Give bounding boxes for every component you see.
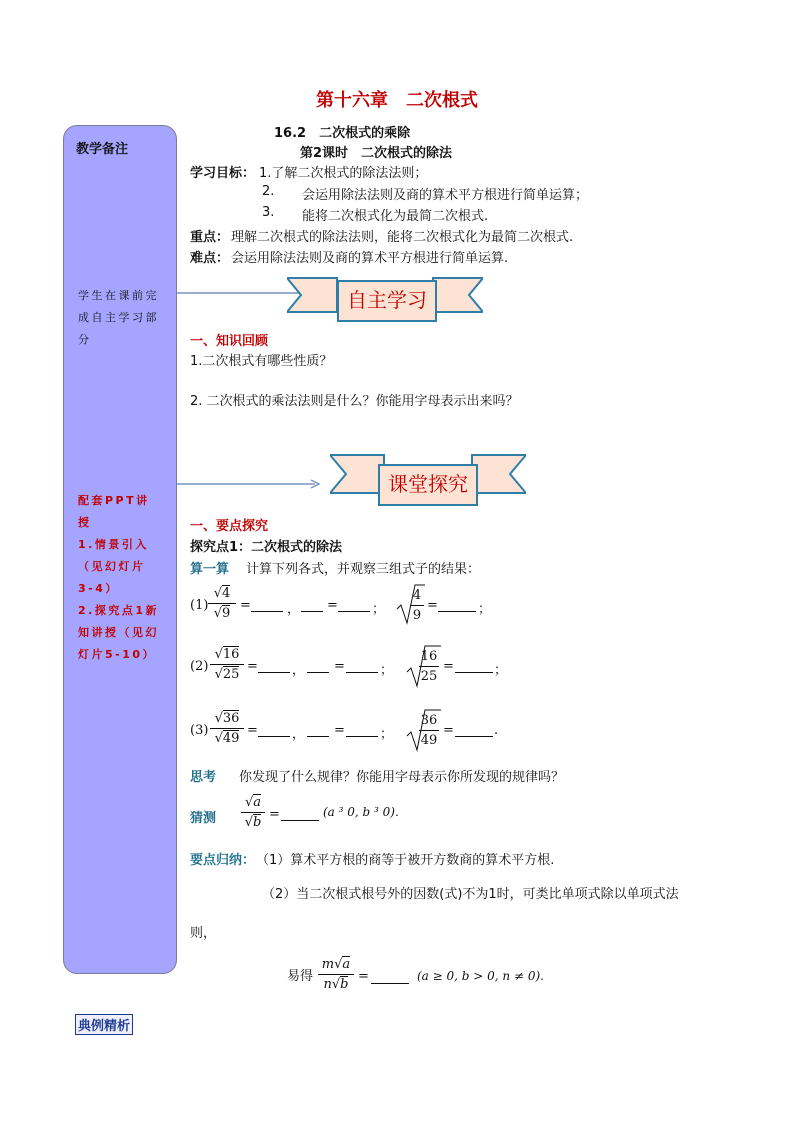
calc-instruction: 计算下列各式，并观察三组式子的结果：: [246, 562, 481, 577]
goals-label: 学习目标：: [190, 166, 256, 181]
row-3-combined-fraction: [419, 712, 439, 749]
goal-1: 1.了解二次根式的除法法则；: [259, 166, 428, 181]
review-question-2: 2. 二次根式的乘法法则是什么？你能用字母表示出来吗？: [190, 394, 519, 409]
row-2-combined-num: 16: [420, 649, 438, 664]
row-1-fraction: √4 √9: [208, 585, 236, 622]
row-2-index: (2): [190, 659, 209, 674]
row-3-fraction: √36 √49: [210, 710, 244, 747]
chapter-title: 第十六章 二次根式: [316, 90, 478, 111]
key-point-text: 理解二次根式的除法法则，能将二次根式化为最简二次根式.: [231, 230, 574, 245]
row-1-combined-fraction: [410, 587, 424, 624]
arrow-icon: [175, 477, 325, 491]
calc-label: 算一算: [190, 562, 230, 577]
row-1-den: 9: [222, 606, 231, 621]
easy-fraction: m√a n√b: [318, 956, 354, 993]
row-2-combined-fraction: [419, 648, 439, 685]
summary-1: （1）算术平方根的商等于被开方数商的算术平方根.: [256, 853, 555, 868]
difficulty-label: 难点：: [190, 251, 230, 266]
guess-fraction: √a √b: [241, 794, 265, 831]
sidebar-note-ppt: [78, 490, 162, 666]
guess-condition: (a ³ 0, b ³ 0).: [323, 805, 399, 819]
summary-2: （2）当二次根式根号外的因数(式)不为1时，可类比单项式除以单项式法: [262, 887, 679, 902]
row-3-index: (3): [190, 723, 209, 738]
goal-2: 会运用除法法则及商的算术平方根进行简单运算；: [302, 188, 589, 203]
row-2-fraction: √16 √25: [210, 646, 244, 683]
section-title: 16.2 二次根式的乘除: [274, 126, 411, 141]
think-label: 思考: [190, 770, 217, 785]
explore-heading: 一、要点探究: [190, 519, 269, 534]
row-1-combined-den: 9: [412, 608, 422, 623]
row-1-num: 4: [222, 586, 231, 601]
ppt-note-text: 配套PPT讲授 1.情景引入（见幻灯片3-4） 2.探究点1新知讲授（见幻灯片5-10）: [78, 494, 159, 661]
difficulty-text: 会运用除法法则及商的算术平方根进行简单运算.: [231, 251, 509, 266]
row-2-combined-den: 25: [420, 669, 438, 684]
row-1-combined-num: 4: [412, 588, 422, 603]
banner-class-explore: 课堂探究: [378, 464, 478, 506]
row-2-num: 16: [222, 647, 240, 662]
row-3-num: 36: [222, 711, 240, 726]
easy-label: 易得: [287, 969, 314, 984]
banner-self-study: 自主学习: [337, 280, 437, 322]
review-question-1: 1.二次根式有哪些性质？: [190, 354, 333, 369]
goal-3: 能将二次根式化为最简二次根式.: [302, 209, 489, 224]
goal-2-index: 2.: [262, 184, 275, 199]
summary-label: 要点归纳：: [190, 853, 256, 868]
row-3-den: 49: [222, 731, 240, 746]
sidebar-note-self-study: 学生在课前完成自主学习部分: [78, 289, 159, 346]
lesson-title: 第2课时 二次根式的除法: [300, 146, 453, 161]
review-heading: 一、知识回顾: [190, 334, 269, 349]
sidebar-title: 教学备注: [76, 142, 129, 157]
think-text: 你发现了什么规律？你能用字母表示你所发现的规律吗？: [239, 770, 565, 785]
guess-label: 猜测: [190, 811, 217, 826]
example-label: 典例精析: [75, 1014, 133, 1035]
key-point-label: 重点：: [190, 230, 230, 245]
row-3-combined-num: 36: [420, 713, 438, 728]
explore-point-title: 探究点1：二次根式的除法: [190, 540, 343, 555]
goal-3-index: 3.: [262, 205, 275, 220]
easy-condition: (a ≥ 0, b > 0, n ≠ 0).: [417, 969, 544, 983]
row-2-den: 25: [222, 667, 240, 682]
row-3-combined-den: 49: [420, 733, 438, 748]
row-1-index: (1): [190, 598, 209, 613]
summary-3: 则，: [190, 926, 217, 941]
